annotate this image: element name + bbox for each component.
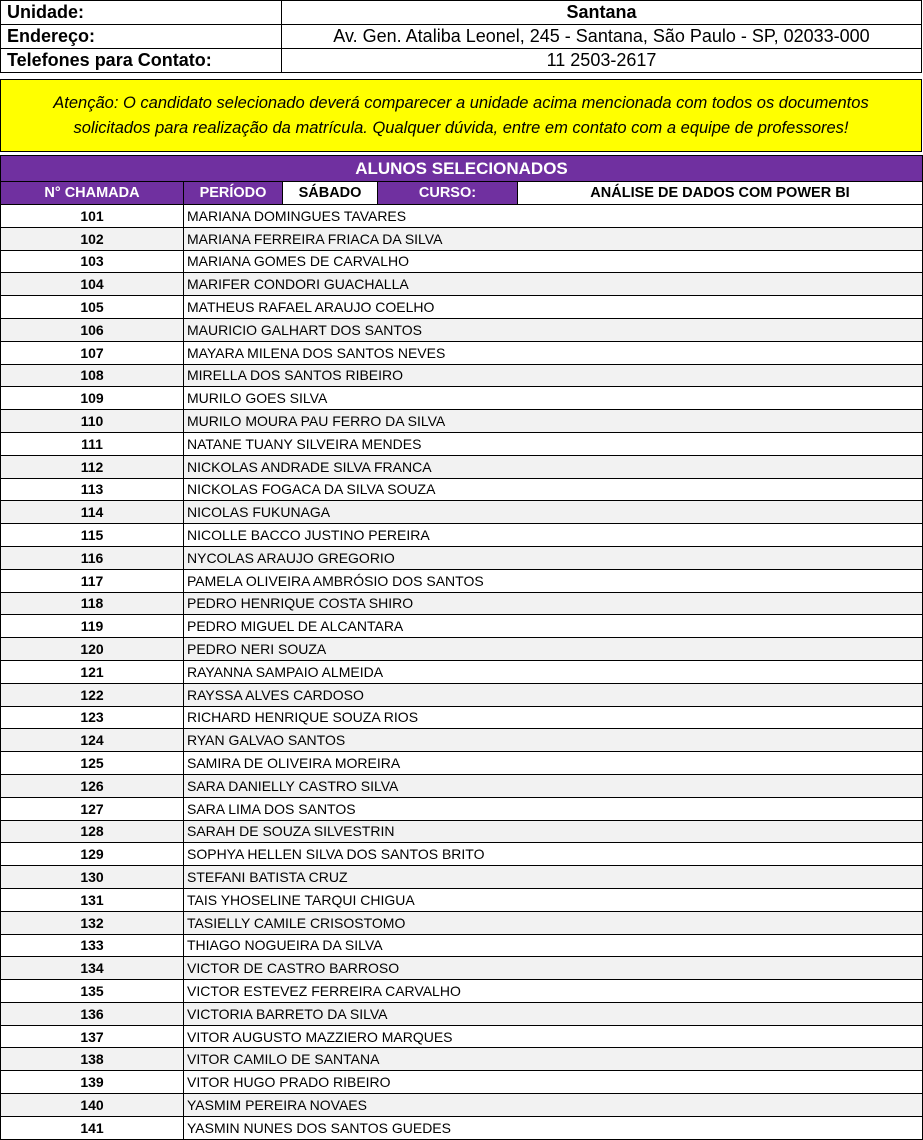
student-name: TASIELLY CAMILE CRISOSTOMO bbox=[184, 911, 923, 934]
call-number: 130 bbox=[1, 866, 184, 889]
table-row bbox=[1, 592, 923, 615]
list-header-row bbox=[1, 182, 923, 205]
call-number: 138 bbox=[1, 1048, 184, 1071]
student-name: VITOR AUGUSTO MAZZIERO MARQUES bbox=[184, 1025, 923, 1048]
notice-line-1: Atenção: O candidato selecionado deverá comparecer a unidade acima mencionada com todos os documentos bbox=[53, 94, 869, 112]
call-number: 121 bbox=[1, 660, 184, 683]
call-number: 127 bbox=[1, 797, 184, 820]
table-row bbox=[1, 273, 923, 296]
student-name: RICHARD HENRIQUE SOUZA RIOS bbox=[184, 706, 923, 729]
student-name: MARIANA GOMES DE CARVALHO bbox=[184, 250, 923, 273]
call-number: 102 bbox=[1, 227, 184, 250]
call-number: 135 bbox=[1, 980, 184, 1003]
student-name: VICTOR DE CASTRO BARROSO bbox=[184, 957, 923, 980]
student-name: YASMIN NUNES DOS SANTOS GUEDES bbox=[184, 1116, 923, 1139]
call-number: 134 bbox=[1, 957, 184, 980]
student-name: MATHEUS RAFAEL ARAUJO COELHO bbox=[184, 296, 923, 319]
call-number: 119 bbox=[1, 615, 184, 638]
student-name: MARIANA DOMINGUES TAVARES bbox=[184, 205, 923, 228]
table-row bbox=[1, 660, 923, 683]
table-row bbox=[1, 318, 923, 341]
student-name: SARAH DE SOUZA SILVESTRIN bbox=[184, 820, 923, 843]
student-name: NICOLAS FUKUNAGA bbox=[184, 501, 923, 524]
notice-line-2: solicitados para realização da matrícula. Qualquer dúvida, entre em contato com a equipe de professores! bbox=[73, 119, 849, 137]
phone-row bbox=[1, 49, 922, 73]
table-row bbox=[1, 729, 923, 752]
table-row bbox=[1, 1025, 923, 1048]
table-row bbox=[1, 820, 923, 843]
call-number: 103 bbox=[1, 250, 184, 273]
table-row bbox=[1, 1094, 923, 1117]
call-number: 125 bbox=[1, 752, 184, 775]
student-name: SARA DANIELLY CASTRO SILVA bbox=[184, 774, 923, 797]
table-row bbox=[1, 888, 923, 911]
call-number: 113 bbox=[1, 478, 184, 501]
student-name: MARIANA FERREIRA FRIACA DA SILVA bbox=[184, 227, 923, 250]
student-name: THIAGO NOGUEIRA DA SILVA bbox=[184, 934, 923, 957]
student-name: MURILO GOES SILVA bbox=[184, 387, 923, 410]
call-number: 114 bbox=[1, 501, 184, 524]
address-label: Endereço: bbox=[1, 25, 282, 49]
student-name: MAURICIO GALHART DOS SANTOS bbox=[184, 318, 923, 341]
table-row bbox=[1, 364, 923, 387]
student-name: VICTORIA BARRETO DA SILVA bbox=[184, 1002, 923, 1025]
table-row bbox=[1, 387, 923, 410]
phone-label: Telefones para Contato: bbox=[1, 49, 282, 73]
table-row bbox=[1, 752, 923, 775]
student-name: PEDRO MIGUEL DE ALCANTARA bbox=[184, 615, 923, 638]
call-number: 122 bbox=[1, 683, 184, 706]
periodo-value: SÁBADO bbox=[283, 182, 378, 205]
table-row bbox=[1, 205, 923, 228]
table-row bbox=[1, 615, 923, 638]
call-number: 101 bbox=[1, 205, 184, 228]
student-name: STEFANI BATISTA CRUZ bbox=[184, 866, 923, 889]
unit-label: Unidade: bbox=[1, 1, 282, 25]
student-name: NICKOLAS FOGACA DA SILVA SOUZA bbox=[184, 478, 923, 501]
table-row bbox=[1, 296, 923, 319]
call-number: 137 bbox=[1, 1025, 184, 1048]
list-title: ALUNOS SELECIONADOS bbox=[1, 156, 923, 182]
call-number: 141 bbox=[1, 1116, 184, 1139]
phone-value: 11 2503-2617 bbox=[282, 49, 922, 73]
table-row bbox=[1, 638, 923, 661]
call-number: 124 bbox=[1, 729, 184, 752]
student-name: TAIS YHOSELINE TARQUI CHIGUA bbox=[184, 888, 923, 911]
table-row bbox=[1, 410, 923, 433]
call-number: 126 bbox=[1, 774, 184, 797]
student-name: PAMELA OLIVEIRA AMBRÓSIO DOS SANTOS bbox=[184, 569, 923, 592]
table-row bbox=[1, 774, 923, 797]
call-number: 129 bbox=[1, 843, 184, 866]
call-number: 132 bbox=[1, 911, 184, 934]
call-number: 108 bbox=[1, 364, 184, 387]
address-row bbox=[1, 25, 922, 49]
call-number: 120 bbox=[1, 638, 184, 661]
student-name: VITOR HUGO PRADO RIBEIRO bbox=[184, 1071, 923, 1094]
table-row bbox=[1, 501, 923, 524]
student-name: MAYARA MILENA DOS SANTOS NEVES bbox=[184, 341, 923, 364]
table-row bbox=[1, 683, 923, 706]
list-title-row bbox=[1, 156, 923, 182]
table-row bbox=[1, 250, 923, 273]
student-name: SARA LIMA DOS SANTOS bbox=[184, 797, 923, 820]
table-row bbox=[1, 455, 923, 478]
call-number: 110 bbox=[1, 410, 184, 433]
table-row bbox=[1, 1048, 923, 1071]
curso-value: ANÁLISE DE DADOS COM POWER BI bbox=[518, 182, 923, 205]
attention-notice bbox=[0, 79, 922, 152]
student-rows bbox=[1, 205, 923, 1140]
unit-value: Santana bbox=[282, 1, 922, 25]
call-number: 107 bbox=[1, 341, 184, 364]
call-number: 116 bbox=[1, 546, 184, 569]
call-number: 109 bbox=[1, 387, 184, 410]
call-number: 139 bbox=[1, 1071, 184, 1094]
table-row bbox=[1, 524, 923, 547]
student-name: VICTOR ESTEVEZ FERREIRA CARVALHO bbox=[184, 980, 923, 1003]
student-name: RYAN GALVAO SANTOS bbox=[184, 729, 923, 752]
table-row bbox=[1, 866, 923, 889]
table-row bbox=[1, 706, 923, 729]
call-number: 104 bbox=[1, 273, 184, 296]
student-name: SAMIRA DE OLIVEIRA MOREIRA bbox=[184, 752, 923, 775]
unit-row bbox=[1, 1, 922, 25]
call-number: 115 bbox=[1, 524, 184, 547]
call-number: 123 bbox=[1, 706, 184, 729]
table-row bbox=[1, 478, 923, 501]
student-name: SOPHYA HELLEN SILVA DOS SANTOS BRITO bbox=[184, 843, 923, 866]
student-name: MIRELLA DOS SANTOS RIBEIRO bbox=[184, 364, 923, 387]
call-number: 131 bbox=[1, 888, 184, 911]
call-number: 111 bbox=[1, 432, 184, 455]
call-number: 106 bbox=[1, 318, 184, 341]
student-name: MARIFER CONDORI GUACHALLA bbox=[184, 273, 923, 296]
student-name: YASMIM PEREIRA NOVAES bbox=[184, 1094, 923, 1117]
student-name: MURILO MOURA PAU FERRO DA SILVA bbox=[184, 410, 923, 433]
table-row bbox=[1, 957, 923, 980]
table-row bbox=[1, 980, 923, 1003]
student-name: PEDRO NERI SOUZA bbox=[184, 638, 923, 661]
selected-students-table bbox=[0, 155, 923, 1140]
table-row bbox=[1, 1002, 923, 1025]
table-row bbox=[1, 546, 923, 569]
call-number: 105 bbox=[1, 296, 184, 319]
call-number: 140 bbox=[1, 1094, 184, 1117]
student-name: PEDRO HENRIQUE COSTA SHIRO bbox=[184, 592, 923, 615]
table-row bbox=[1, 1116, 923, 1139]
call-number: 118 bbox=[1, 592, 184, 615]
table-row bbox=[1, 797, 923, 820]
student-name: RAYSSA ALVES CARDOSO bbox=[184, 683, 923, 706]
call-number: 136 bbox=[1, 1002, 184, 1025]
student-name: RAYANNA SAMPAIO ALMEIDA bbox=[184, 660, 923, 683]
call-number: 112 bbox=[1, 455, 184, 478]
student-name: NYCOLAS ARAUJO GREGORIO bbox=[184, 546, 923, 569]
column-header-periodo: PERÍODO bbox=[184, 182, 283, 205]
unit-info-table bbox=[0, 0, 922, 73]
student-name: VITOR CAMILO DE SANTANA bbox=[184, 1048, 923, 1071]
table-row bbox=[1, 432, 923, 455]
table-row bbox=[1, 341, 923, 364]
student-name: NICOLLE BACCO JUSTINO PEREIRA bbox=[184, 524, 923, 547]
address-value: Av. Gen. Ataliba Leonel, 245 - Santana, São Paulo - SP, 02033-000 bbox=[282, 25, 922, 49]
table-row bbox=[1, 911, 923, 934]
table-row bbox=[1, 934, 923, 957]
call-number: 128 bbox=[1, 820, 184, 843]
call-number: 117 bbox=[1, 569, 184, 592]
table-row bbox=[1, 1071, 923, 1094]
column-header-chamada: N° CHAMADA bbox=[1, 182, 184, 205]
call-number: 133 bbox=[1, 934, 184, 957]
table-row bbox=[1, 843, 923, 866]
column-header-curso: CURSO: bbox=[378, 182, 518, 205]
student-name: NICKOLAS ANDRADE SILVA FRANCA bbox=[184, 455, 923, 478]
table-row bbox=[1, 227, 923, 250]
table-row bbox=[1, 569, 923, 592]
student-name: NATANE TUANY SILVEIRA MENDES bbox=[184, 432, 923, 455]
